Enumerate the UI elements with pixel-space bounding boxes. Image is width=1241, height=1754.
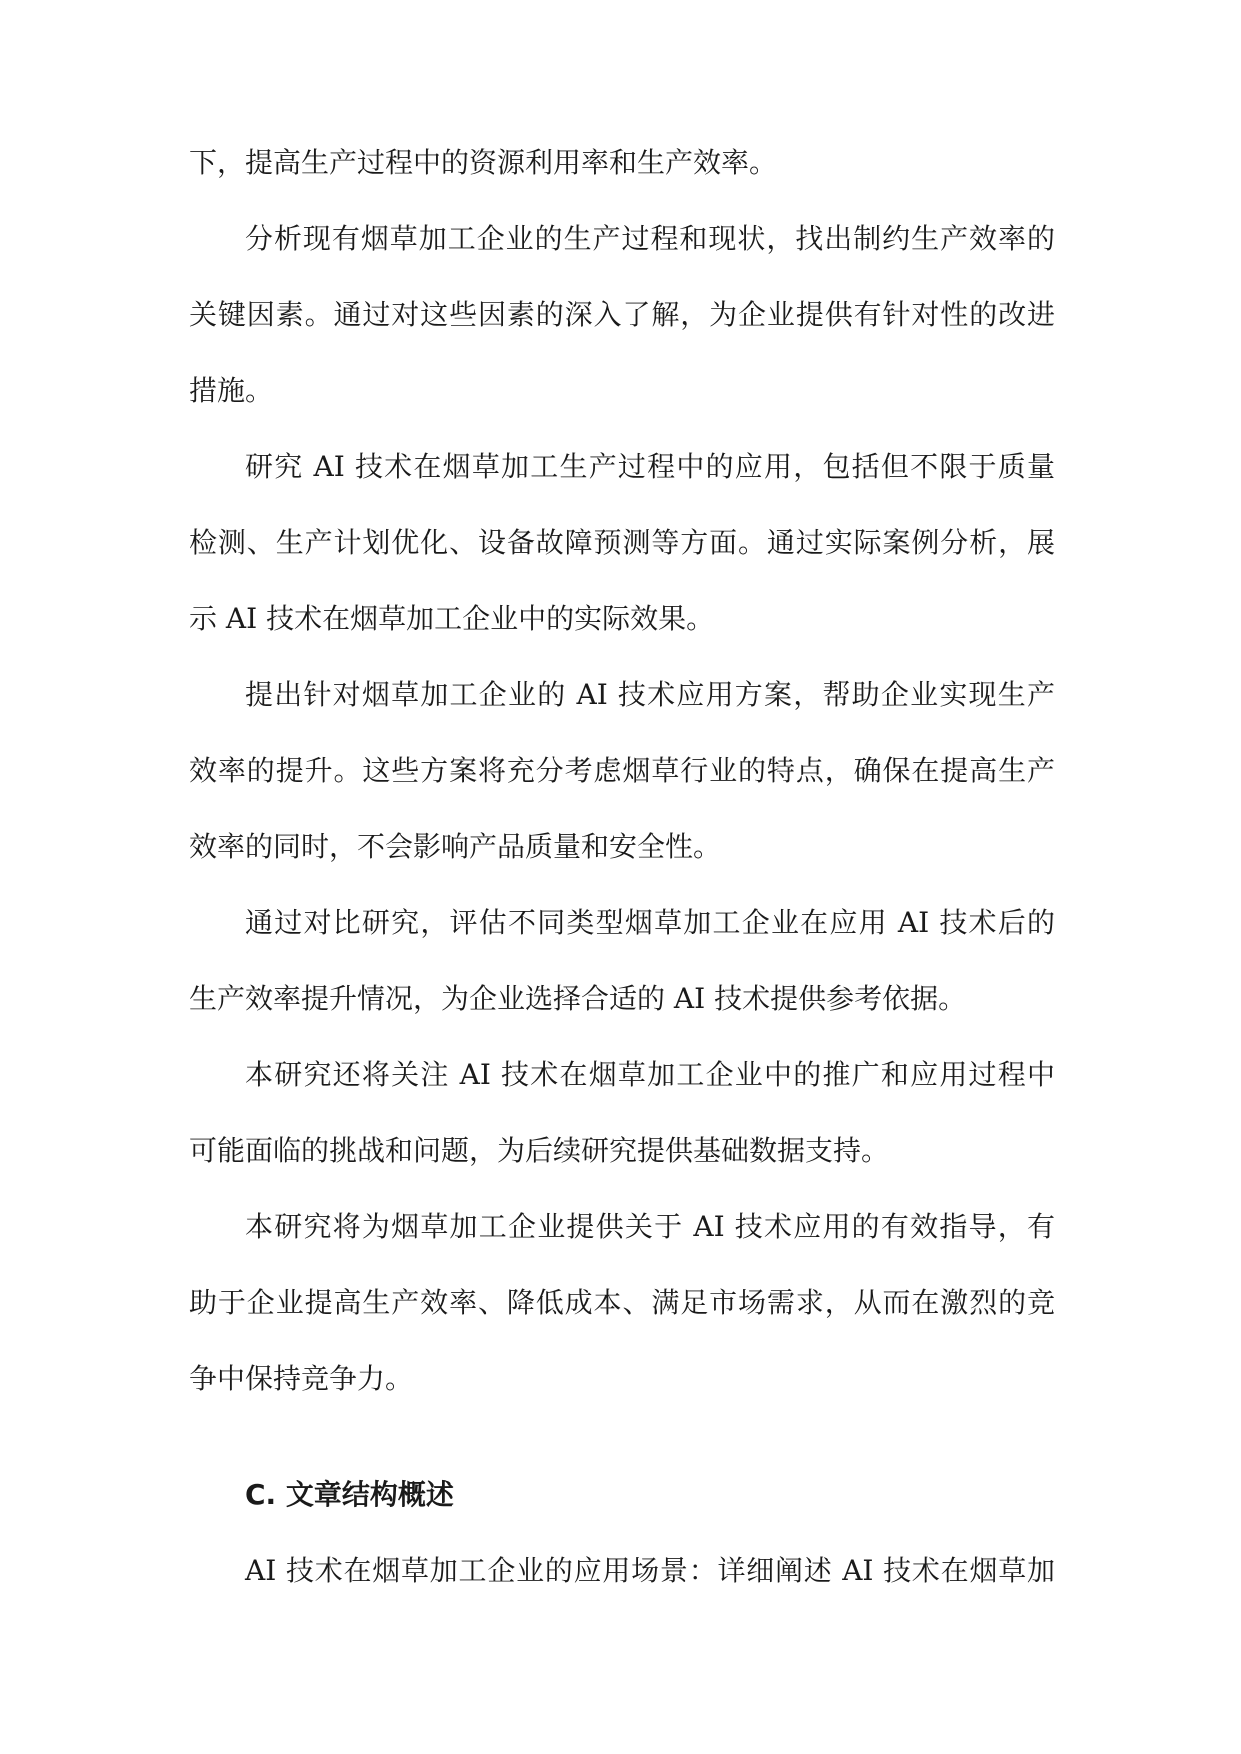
paragraph-line: 关键因素。通过对这些因素的深入了解，为企业提供有针对性的改进	[189, 298, 1055, 331]
paragraph-8	[189, 1552, 1055, 1628]
paragraph-line: 检测、生产计划优化、设备故障预测等方面。通过实际案例分析，展	[189, 526, 1055, 559]
paragraph-2	[189, 220, 1055, 448]
paragraph-line: 通过对比研究，评估不同类型烟草加工企业在应用 AI 技术后的	[245, 906, 1055, 939]
paragraph-line: 可能面临的挑战和问题，为后续研究提供基础数据支持。	[189, 1134, 890, 1167]
paragraph-line: 助于企业提高生产效率、降低成本、满足市场需求，从而在激烈的竞	[189, 1286, 1055, 1319]
paragraph-line: 措施。	[189, 374, 274, 407]
text-column	[189, 144, 1055, 1628]
paragraph-line: 示 AI 技术在烟草加工企业中的实际效果。	[189, 602, 715, 635]
paragraph-line: AI 技术在烟草加工企业的应用场景：详细阐述 AI 技术在烟草加	[245, 1554, 1055, 1587]
paragraph-6	[189, 1056, 1055, 1208]
paragraph-1	[189, 144, 1055, 220]
paragraph-3	[189, 448, 1055, 676]
paragraph-4	[189, 676, 1055, 904]
paragraph-line: 生产效率提升情况，为企业选择合适的 AI 技术提供参考依据。	[189, 982, 967, 1015]
paragraph-line: 下，提高生产过程中的资源利用率和生产效率。	[189, 146, 778, 179]
paragraph-line: 本研究将为烟草加工企业提供关于 AI 技术应用的有效指导，有	[245, 1210, 1055, 1243]
paragraph-5	[189, 904, 1055, 1056]
section-heading: C. 文章结构概述	[245, 1478, 454, 1511]
paragraph-line: 效率的同时，不会影响产品质量和安全性。	[189, 830, 722, 863]
paragraph-line: 本研究还将关注 AI 技术在烟草加工企业中的推广和应用过程中	[245, 1058, 1055, 1091]
paragraph-line: 争中保持竞争力。	[189, 1362, 414, 1395]
paragraph-line: 研究 AI 技术在烟草加工生产过程中的应用，包括但不限于质量	[245, 450, 1055, 483]
paragraph-line: 效率的提升。这些方案将充分考虑烟草行业的特点，确保在提高生产	[189, 754, 1055, 787]
paragraph-7	[189, 1208, 1055, 1436]
paragraph-line: 分析现有烟草加工企业的生产过程和现状，找出制约生产效率的	[245, 222, 1055, 255]
paragraph-line: 提出针对烟草加工企业的 AI 技术应用方案，帮助企业实现生产	[245, 678, 1055, 711]
